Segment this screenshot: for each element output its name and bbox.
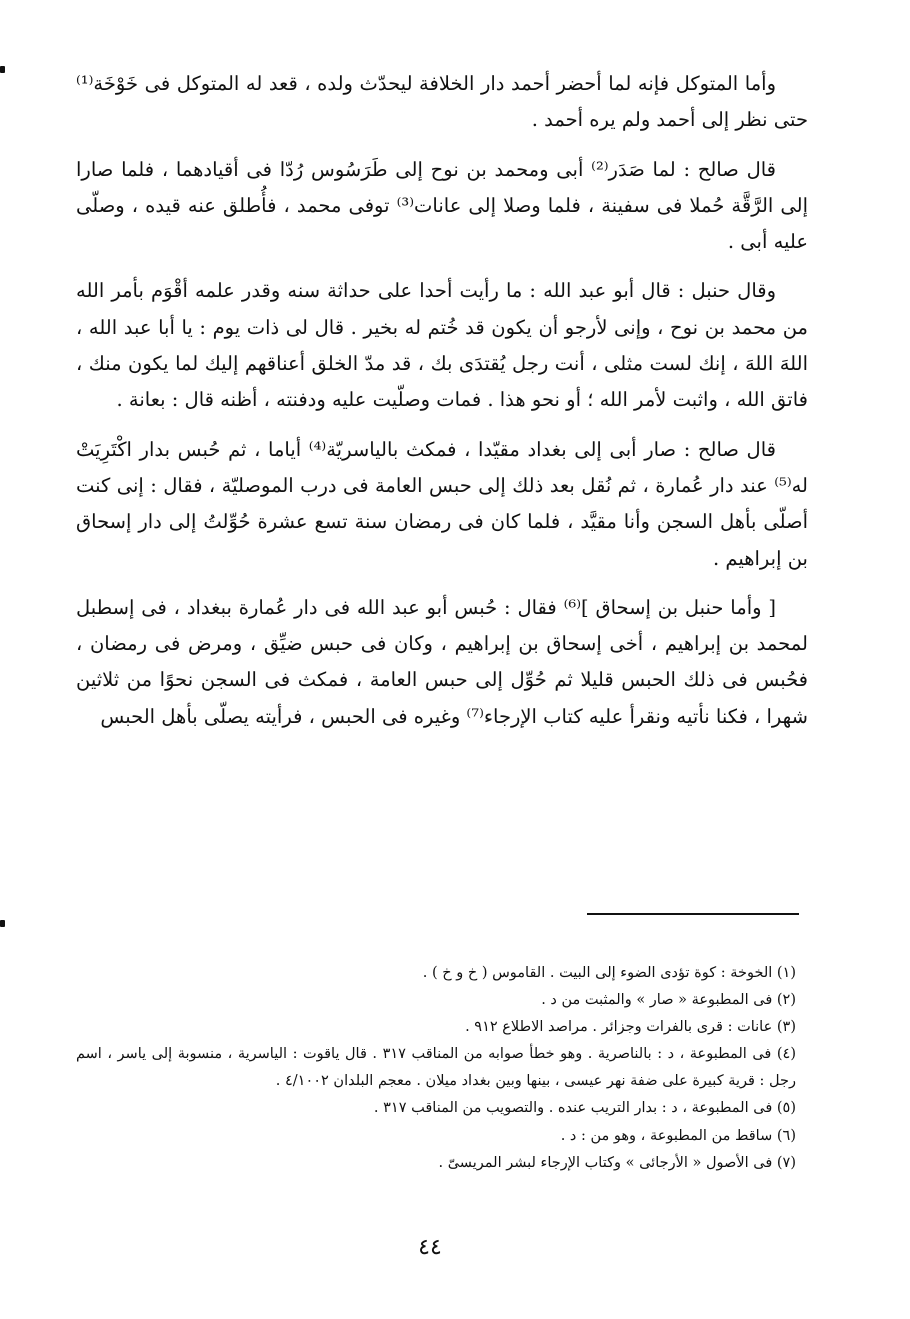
footnote: (٧) فى الأصول « الأرجائى » وكتاب الإرجاء لبشر المريسىّ .	[438, 1154, 796, 1171]
footnote: (١) الخوخة : كوة تؤدى الضوء إلى البيت . القاموس ( خ و خ ) .	[422, 965, 796, 981]
footnote: (٥) فى المطبوعة ، د : بدار التريب عنده . والتصويب من المناقب ٣١٧ .	[373, 1100, 796, 1117]
footnote: (٢) فى المطبوعة « صار » والمثبت من د .	[541, 992, 796, 1009]
paragraph: وأما المتوكل فإنه لما أحضر أحمد دار الخلافة ليحدّث ولده ، قعد له المتوكل فى خَوْخَة⁽¹⁾ حتى نظر إلى أحمد ولم يره أحمد .	[76, 72, 808, 132]
footnote-separator	[587, 913, 799, 915]
page-number: ٤٤	[418, 1235, 442, 1260]
footnotes	[76, 960, 808, 1177]
margin-mark-bottom	[0, 920, 5, 927]
paragraph: [ وأما حنبل بن إسحاق ]⁽⁶⁾ فقال : حُبس أبو عبد الله فى دار عُمارة ببغداد ، فى إسطبل لمحمد بن إبراهيم ، أخى إسحاق بن إبراهيم ، وكان فى حبس ضيِّق ، ومرض فى رمضان ، فحُبس فى ذلك الحبس قليلا ثم حُوِّل إلى حبس العامة ، فمكث فى السجن نحوًا من ثلاثين شهرا ، فكنا نأتيه ونقرأ عليه كتاب الإرجاء⁽⁷⁾ وغيره فى الحبس ، فرأيته يصلّى بأهل الحبس	[76, 595, 808, 728]
paragraph: قال صالح : لما صَدَر⁽²⁾ أبى ومحمد بن نوح إلى طَرَسُوس رُدّا فى أقيادهما ، فلما صارا إلى الرَّقَّة حُملا فى سفينة ، فلما وصلا إلى عانات⁽³⁾ توفى محمد ، فأُطلق عنه قيده ، وصلّى عليه أبى .	[76, 157, 808, 254]
main-text	[76, 66, 808, 735]
paragraph: قال صالح : صار أبى إلى بغداد مقيّدا ، فمكث بالياسريّة⁽⁴⁾ أياما ، ثم حُبس بدار اكْتَرِيَتْ له⁽⁵⁾ عند دار عُمارة ، ثم نُقل بعد ذلك إلى حبس العامة فى درب الموصليّة ، فقال : إنى كنت أصلّى بأهل السجن وأنا مقيَّد ، فلما كان فى رمضان سنة تسع عشرة حُوِّلتُ إلى دار إسحاق بن إبراهيم .	[76, 437, 808, 570]
margin-mark-top	[0, 66, 5, 73]
paragraph: وقال حنبل : قال أبو عبد الله : ما رأيت أحدا على حداثة سنه وقدر علمه أقْوَم بأمر الله من محمد بن نوح ، وإنى لأرجو أن يكون قد خُتم له بخير . قال لى ذات يوم : يا أبا عبد الله ، اللهَ اللهَ ، إنك لست مثلى ، أنت رجل يُقتدَى بك ، قد مدّ الخلق أعناقهم إليك لما يكون منك ، فاتق الله ، واثبت لأمر الله ؛ أو نحو هذا . فمات وصلّيت عليه ودفنته ، أظنه قال : بعانة .	[76, 279, 808, 412]
footnote: (٤) فى المطبوعة ، د : بالناصرية . وهو خطأ صوابه من المناقب ٣١٧ . قال ياقوت : الياسرية ، منسوبة إلى ياسر ، اسم رجل : قرية كبيرة على ضفة نهر عيسى ، بينها وبين بغداد ميلان . معجم البلدان ٤/١٠٠٢ .	[76, 1046, 796, 1090]
footnote: (٣) عانات : قرى بالفرات وجزائر . مراصد الاطلاع ٩١٢ .	[465, 1019, 796, 1036]
footnote: (٦) ساقط من المطبوعة ، وهو من : د .	[560, 1127, 796, 1144]
